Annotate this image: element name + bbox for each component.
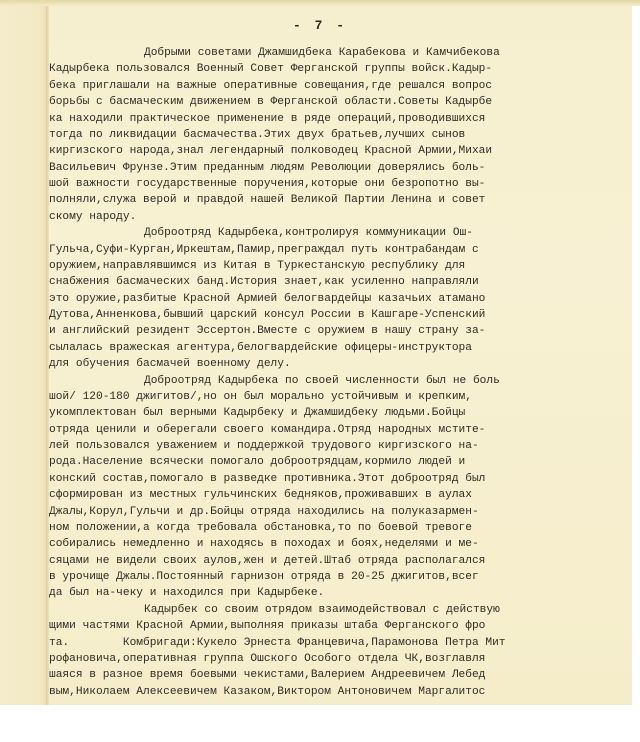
text-line: ка находили практическое применение в ряде операций,проводившихся <box>49 112 486 125</box>
document-body <box>49 45 629 705</box>
text-line: конский состав,помогало в разведке противника.Этот доброотряд был <box>49 472 486 485</box>
text-line: лей пользовался уважением и поддержкой трудового киргизского на- <box>49 440 479 452</box>
page-number: - 7 - <box>292 18 347 33</box>
text-line: Доброотряд Кадырбека,контролируя коммуникации Ош- <box>144 227 473 240</box>
text-line: Джалы,Корул,Гульчи и др.Бойцы отряда находились на полуказармен- <box>49 505 479 518</box>
text-line: та. Комбригади:Кукело Эрнеста Францевича,Парамонова Петра Мит <box>49 636 506 649</box>
text-line: Кадырбек со своим отрядом взаимодействовал с действую <box>144 603 500 616</box>
text-line: рода.Население всячески помогало доброотрядцам,кормило людей и <box>49 456 466 469</box>
text-line: шой/ 120-180 джигитов/,но он был морально устойчивым и крепким, <box>49 390 472 403</box>
text-line: да был на-чеку и находился при Кадырбеке. <box>49 587 325 600</box>
text-line: снабжения басмаческих банд.История знает,как усиленно направляли <box>49 276 479 289</box>
text-line: оружием,направлявшимся из Китая в Туркестанскую республику для <box>49 259 466 272</box>
text-line: для обучения басмачей военному делу. <box>49 358 291 371</box>
text-line: это оружие,разбитые Красной Армией белогвардейцы казачьих атамано <box>49 292 486 305</box>
text-line: укомплектован был верными Кадырбеку и Джамшидбеку людьми.Бойцы <box>49 407 466 420</box>
text-line: сформирован из местных гульчинских бедняков,проживавших в аулах <box>49 489 472 502</box>
text-line: борьбы с басмаческим движением в Ферганской области.Советы Кадырбе <box>49 96 493 109</box>
text-line: шаяся в разное время боевыми чекистами,Валерием Андреевичем Лебед <box>49 669 486 682</box>
text-line: киргизского народа,знал легендарный полководец Красной Армии,Михаи <box>49 145 493 158</box>
text-line: рофановича,оперативная группа Ошского Особого отдела ЧК,возглавля <box>49 652 486 665</box>
text-line: шой важности государственные поручения,которые они безропотно вы- <box>49 178 486 190</box>
text-line: тогда по ликвидации басмачества.Этих двух братьев,лучших сынов <box>49 128 466 141</box>
text-line: сылалась вражеская агентура,белогвардейские офицеры-инструктора <box>49 341 472 354</box>
text-line: скому народу. <box>49 210 137 223</box>
text-line: вым,Николаем Алексеевичем Казаком,Виктором Антоновичем Маргалитос <box>49 685 486 698</box>
text-line: ном положении,а когда требовала обстановка,то по боевой тревоге <box>49 521 472 534</box>
text-line: и английский резидент Эссертон.Вместе с оружием в нашу страну за- <box>49 325 486 338</box>
underlying-sheet <box>0 0 48 705</box>
text-line: Добрыми советами Джамшидбека Карабекова и Камчибекова <box>144 47 500 59</box>
page-top-edge <box>0 0 640 6</box>
text-line: Гульча,Суфи-Курган,Иркештам,Памир,преграждал путь контрабандам с <box>49 243 479 256</box>
text-line: щими частями Красной Армии,выполняя приказы штаба Ферганского фро <box>49 620 486 633</box>
text-line: Васильевич Фрунзе.Этим преданным людям Революции доверялись боль- <box>49 161 486 174</box>
text-line: Доброотряд Кадырбека по своей численности был не боль <box>144 374 500 387</box>
text-line: в урочище Джалы.Постоянный гарнизон отряда в 20-25 джигитов,всег <box>49 571 479 583</box>
text-line: Кадырбека пользовался Военный Совет Ферганской группы войск.Кадыр- <box>49 63 493 76</box>
text-line: Дутова,Анненкова,бывший царский консул России в Кашгаре-Успенский <box>49 309 486 321</box>
text-line: отряда ценили и оберегали своего командира.Отряд народных мстите- <box>49 423 486 436</box>
text-line: полняли,служа верой и правдой нашей Великой Партии Ленина и совет <box>49 194 486 207</box>
text-line: собирались немедленно и находясь в походах и боях,неделями и ме- <box>49 538 479 551</box>
text-line: бека приглашали на важные оперативные совещания,где решался вопрос <box>49 79 493 92</box>
text-line: сяцами не видели своих аулов,жен и детей.Штаб отряда располагался <box>49 554 486 567</box>
